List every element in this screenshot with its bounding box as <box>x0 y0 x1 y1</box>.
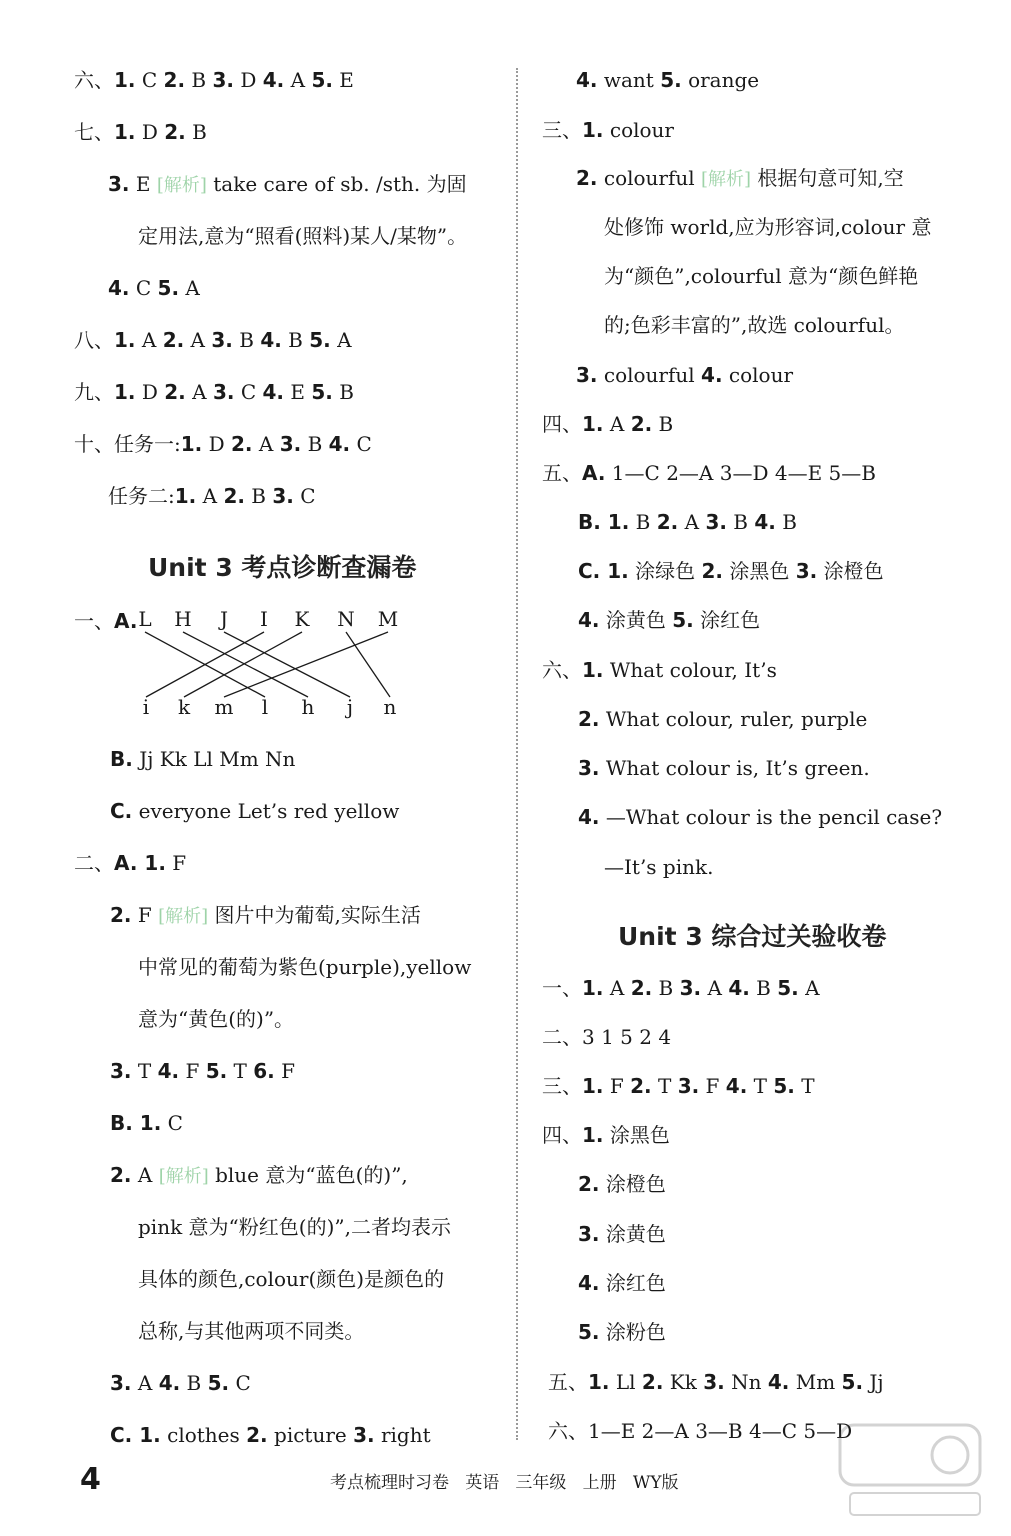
analysis-tag: [解析] <box>158 906 209 927</box>
explanation-text: 意为“黄色(的)”。 <box>138 1007 295 1031</box>
answer-line: 3. colourful 4. colour <box>576 363 794 387</box>
answer-line: —It’s pink. <box>604 855 714 879</box>
answer-line: 4. 涂红色 <box>578 1271 666 1295</box>
analysis-tag: [解析] <box>156 175 207 196</box>
column-divider <box>516 68 518 1440</box>
answer-line: 一、1. A 2. B 3. A 4. B 5. A <box>542 976 820 1000</box>
footer-title: 考点梳理时习卷 英语 三年级 上册 WY版 <box>330 1473 679 1493</box>
answer-line: 五、A. 1—C 2—A 3—D 4—E 5—B <box>542 461 876 485</box>
uppercase-letter: N <box>337 607 355 631</box>
explanation-text: 的;色彩丰富的”,故选 colourful。 <box>604 313 905 337</box>
uppercase-letter: K <box>294 607 310 631</box>
explanation-text: 定用法,意为“照看(照料)某人/某物”。 <box>138 224 468 248</box>
answer-line: 3. T 4. F 5. T 6. F <box>110 1059 296 1083</box>
uppercase-letter: M <box>377 607 399 631</box>
page-number: 4 <box>80 1462 101 1497</box>
answer-line: 五、1. Ll 2. Kk 3. Nn 4. Mm 5. Jj <box>548 1370 884 1394</box>
lowercase-letter: l <box>261 695 269 719</box>
answer-line: 2. 涂橙色 <box>578 1172 666 1196</box>
uppercase-letter: L <box>138 607 152 631</box>
answer-line: C. 1. clothes 2. picture 3. right <box>110 1423 431 1447</box>
answer-line: 十、任务一:1. D 2. A 3. B 4. C <box>74 432 372 456</box>
uppercase-letter: J <box>219 607 229 631</box>
lowercase-letter: k <box>177 695 191 719</box>
answer-line: 4. want 5. orange <box>576 68 760 92</box>
explanation-text: 处修饰 world,应为形容词,colour 意 <box>604 215 932 239</box>
letter-matching-diagram <box>120 604 420 724</box>
match-line <box>224 632 388 697</box>
answer-line: 三、1. colour <box>542 118 674 142</box>
explanation-text: pink 意为“粉红色(的)”,二者均表示 <box>138 1215 451 1239</box>
answer-line: 2. F [解析] 图片中为葡萄,实际生活 <box>110 903 421 927</box>
lowercase-letter: h <box>301 695 315 719</box>
explanation-text: 具体的颜色,colour(颜色)是颜色的 <box>138 1267 445 1291</box>
answer-line: 5. 涂粉色 <box>578 1320 666 1344</box>
answer-line: 2. What colour, ruler, purple <box>578 707 868 731</box>
answer-line: 2. A [解析] blue 意为“蓝色(的)”, <box>110 1163 408 1187</box>
question-label: 一、A. <box>74 609 138 633</box>
answer-line: 六、1—E 2—A 3—B 4—C 5—D <box>548 1419 853 1443</box>
answer-line: 八、1. A 2. A 3. B 4. B 5. A <box>74 328 352 352</box>
answer-line: 三、1. F 2. T 3. F 4. T 5. T <box>542 1074 815 1098</box>
answer-line: 六、1. What colour, It’s <box>542 658 777 682</box>
answer-line: 3. 涂黄色 <box>578 1222 666 1246</box>
answer-line: 2. colourful [解析] 根据句意可知,空 <box>576 166 904 190</box>
answer-line: 二、3 1 5 2 4 <box>542 1025 672 1049</box>
answer-line: 3. A 4. B 5. C <box>110 1371 251 1395</box>
answer-line: 四、1. 涂黑色 <box>542 1123 670 1147</box>
answer-line: 九、1. D 2. A 3. C 4. E 5. B <box>74 380 354 404</box>
answer-line: 四、1. A 2. B <box>542 412 674 436</box>
answer-line: 4. 涂黄色 5. 涂红色 <box>578 608 761 632</box>
lowercase-letter: i <box>142 695 150 719</box>
analysis-tag: [解析] <box>701 169 752 190</box>
analysis-tag: [解析] <box>158 1166 209 1187</box>
section-heading: Unit 3 综合过关验收卷 <box>618 922 887 951</box>
answer-line: C. 1. 涂绿色 2. 涂黑色 3. 涂橙色 <box>578 559 884 583</box>
uppercase-letter: H <box>174 607 192 631</box>
answer-line: 七、1. D 2. B <box>74 120 207 144</box>
lowercase-letter: n <box>383 695 397 719</box>
page-footer <box>0 1460 1011 1500</box>
uppercase-letter: I <box>260 607 268 631</box>
explanation-text: 为“颜色”,colourful 意为“颜色鲜艳 <box>604 264 919 288</box>
lowercase-letter: j <box>346 695 354 719</box>
answer-line: B. 1. B 2. A 3. B 4. B <box>578 510 797 534</box>
explanation-text: 中常见的葡萄为紫色(purple),yellow <box>138 955 472 979</box>
answer-line: 4. C 5. A <box>108 276 200 300</box>
explanation-text: 总称,与其他两项不同类。 <box>138 1319 365 1343</box>
answer-line: 4. —What colour is the pencil case? <box>578 805 943 829</box>
answer-line: C. everyone Let’s red yellow <box>110 799 400 823</box>
answer-line: 二、A. 1. F <box>74 851 187 875</box>
answer-line: 六、1. C 2. B 3. D 4. A 5. E <box>74 68 354 92</box>
answer-line: 任务二:1. A 2. B 3. C <box>108 484 316 508</box>
answer-line: 3. What colour is, It’s green. <box>578 756 870 780</box>
lowercase-letter: m <box>214 695 234 719</box>
answer-line: 3. E [解析] take care of sb. /sth. 为固 <box>108 172 467 196</box>
match-line <box>346 632 390 697</box>
section-heading: Unit 3 考点诊断查漏卷 <box>148 553 417 582</box>
answer-line: B. 1. C <box>110 1111 183 1135</box>
answer-line: B. Jj Kk Ll Mm Nn <box>110 747 296 771</box>
